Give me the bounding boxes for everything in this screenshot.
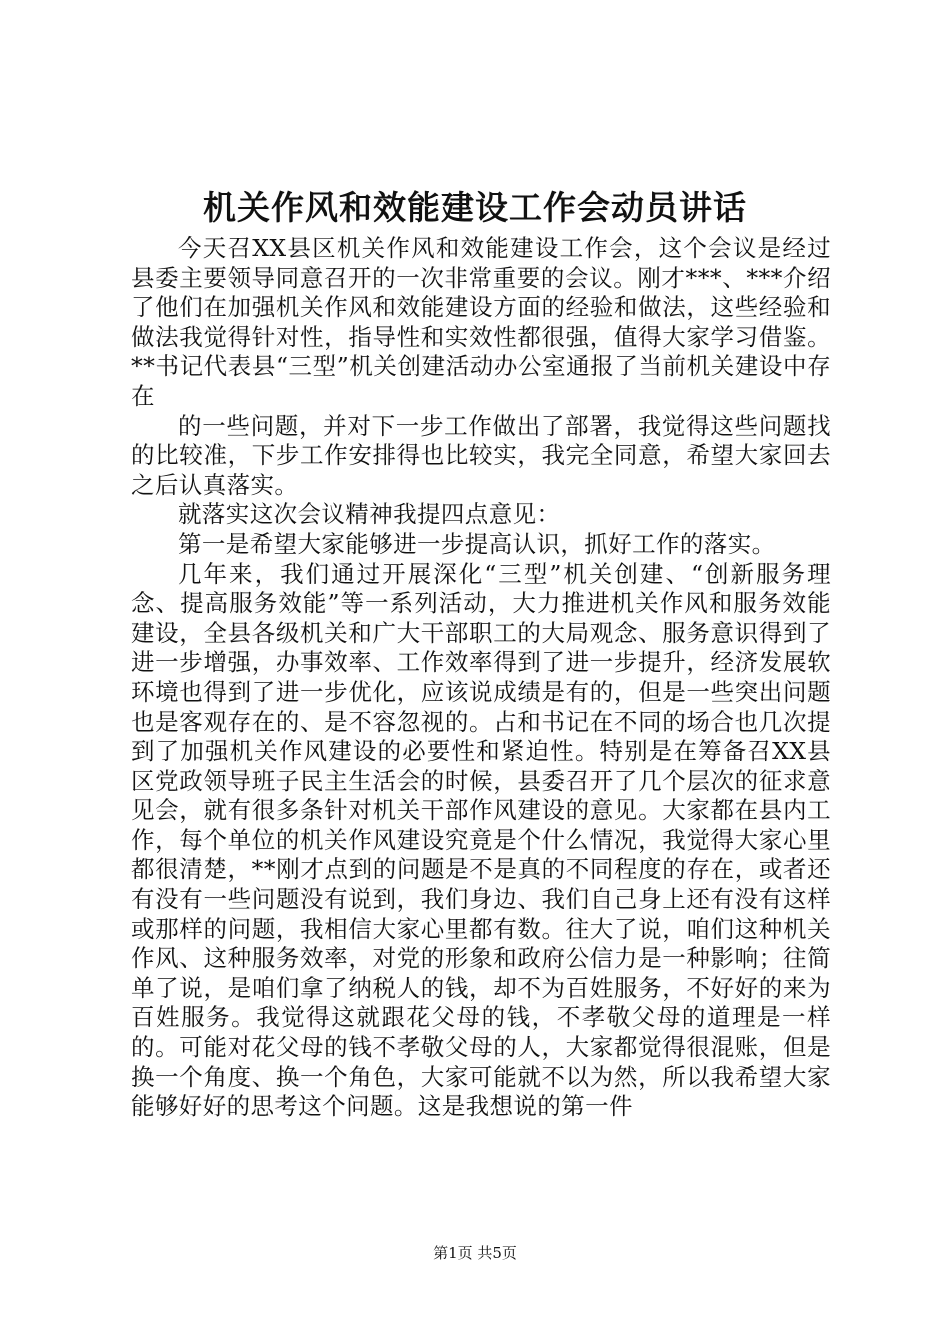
paragraph-2: 的一些问题，并对下一步工作做出了部署，我觉得这些问题找的比较准，下步工作安排得也比较实，我完全同意，希望大家回去之后认真落实。 (131, 411, 831, 499)
page-number-footer: 第1页 共5页 (433, 1244, 517, 1262)
paragraph-4: 第一是希望大家能够进一步提高认识，抓好工作的落实。 (178, 529, 776, 558)
paragraph-3: 就落实这次会议精神我提四点意见： (178, 500, 561, 529)
document-body (131, 234, 831, 1122)
paragraph-1: 今天召XX县区机关作风和效能建设工作会，这个会议是经过县委主要领导同意召开的一次非常重要的会议。刚才***、***介绍了他们在加强机关作风和效能建设方面的经验和做法，这些经验和做法我觉得针对性，指导性和实效性都很强，值得大家学习借鉴。**书记代表县“三型”机关创建活动办公室通报了当前机关建设中存在 (131, 234, 831, 410)
paragraph-5: 几年来，我们通过开展深化“三型”机关创建、“创新服务理念、提高服务效能”等一系列活动，大力推进机关作风和服务效能建设，全县各级机关和广大干部职工的大局观念、服务意识得到了进一步增强，办事效率、工作效率得到了进一步提升，经济发展软环境也得到了进一步优化，应该说成绩是有的，但是一些突出问题也是客观存在的、是不容忽视的。占和书记在不同的场合也几次提到了加强机关作风建设的必要性和紧迫性。特别是在筹备召XX县区党政领导班子民主生活会的时候，县委召开了几个层次的征求意见会，就有很多条针对机关干部作风建设的意见。大家都在县内工作，每个单位的机关作风建设究竟是个什么情况，我觉得大家心里都很清楚，**刚才点到的问题是不是真的不同程度的存在，或者还有没有一些问题没有说到，我们身边、我们自己身上还有没有这样或那样的问题，我相信大家心里都有数。往大了说，咱们这种机关作风、这种服务效率，对党的形象和政府公信力是一种影响；往简单了说，是咱们拿了纳税人的钱，却不为百姓服务，不好好的来为百姓服务。我觉得这就跟花父母的钱，不孝敬父母的道理是一样的。可能对花父母的钱不孝敬父母的人，大家都觉得很混账，但是换一个角度、换一个角色，大家可能就不以为然，所以我希望大家能够好好的思考这个问题。这是我想说的第一件 (131, 559, 831, 1121)
document-title: 机关作风和效能建设工作会动员讲话 (203, 188, 747, 227)
